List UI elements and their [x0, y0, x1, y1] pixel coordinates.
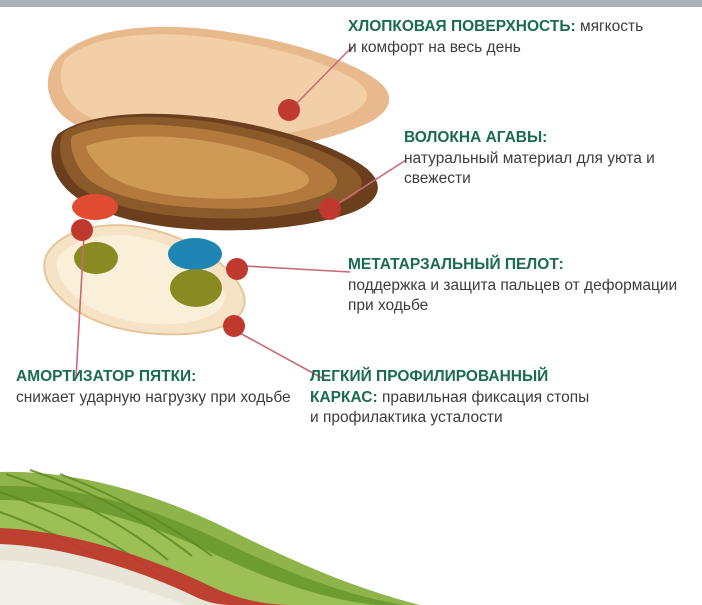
callout-cotton-surface: [348, 17, 648, 58]
callout-cotton-surface-body: мягкость и комфорт на весь день: [348, 18, 644, 56]
callout-heel-shock-absorber: [16, 367, 296, 408]
heel-pad-element: [74, 242, 118, 274]
callout-metatarsal-pad-heading: МЕТАТАРЗАЛЬНЫЙ ПЕЛОТ: [348, 256, 559, 273]
marker-dot-agave: [319, 198, 341, 220]
callout-agave-fibers: [404, 128, 684, 190]
callout-light-profiled-frame-body: правильная фиксация стопы и профилактика усталости: [310, 388, 590, 427]
metatarsal-pad-element: [168, 238, 222, 270]
callout-metatarsal-pad-separator: :: [558, 256, 564, 273]
marker-dot-heel: [71, 219, 93, 241]
heel-absorber-element: [72, 194, 118, 220]
callout-light-profiled-frame-separator: :: [372, 388, 382, 406]
callout-agave-fibers-heading: ВОЛОКНА АГАВЫ: [404, 129, 543, 146]
forefoot-pad-element: [170, 269, 222, 307]
marker-dot-frame: [223, 315, 245, 337]
marker-dot-pelot: [226, 258, 248, 280]
callout-heel-shock-absorber-body: снижает ударную нагрузку при ходьбе: [16, 388, 291, 406]
callout-heel-shock-absorber-heading: АМОРТИЗАТОР ПЯТКИ: [16, 368, 192, 385]
callout-metatarsal-pad-body: поддержка и защита пальцев от деформации при ходьбе: [348, 276, 678, 315]
callout-agave-fibers-body: натуральный материал для уюта и свежести: [404, 149, 655, 188]
callout-light-profiled-frame: [310, 367, 600, 429]
decorative-stripes: [0, 470, 420, 605]
callout-cotton-surface-separator: :: [570, 18, 580, 35]
callout-heel-shock-absorber-separator: :: [191, 368, 197, 385]
callout-light-profiled-frame-heading: ЛЕГКИЙ ПРОФИЛИРОВАННЫЙ КАРКАС: [310, 368, 549, 406]
callout-cotton-surface-heading: ХЛОПКОВАЯ ПОВЕРХНОСТЬ: [348, 18, 571, 35]
marker-dot-cotton: [278, 99, 300, 121]
callout-metatarsal-pad: [348, 255, 678, 317]
callout-agave-fibers-separator: :: [542, 129, 548, 146]
